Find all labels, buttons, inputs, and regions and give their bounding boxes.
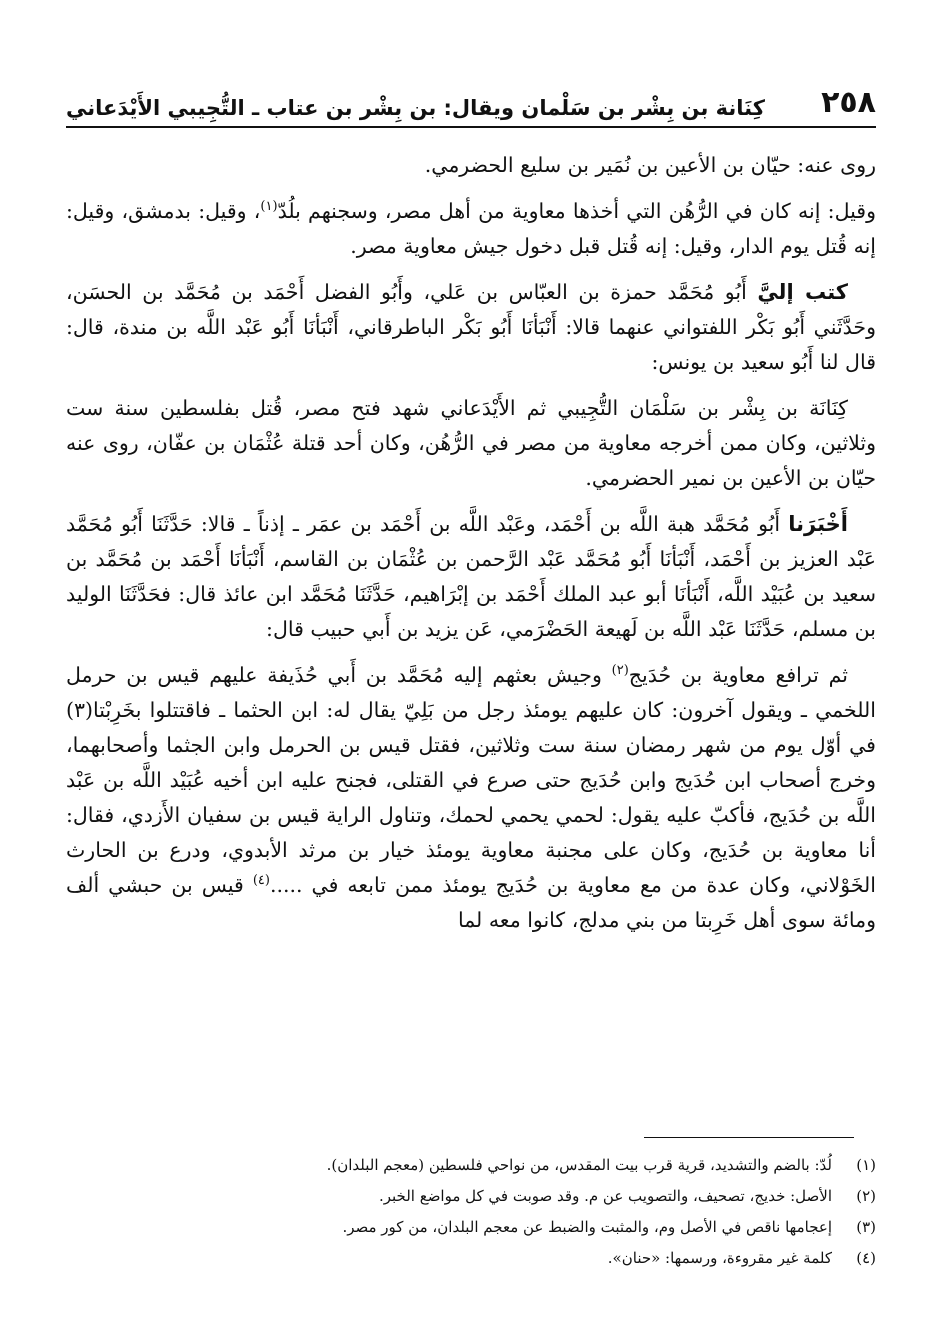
footnote-number: (٢): [856, 1187, 876, 1205]
paragraph-text: أَبُو مُحَمَّد هبة اللَّه بن أَحْمَد، وعَبْد اللَّه بن أَحْمَد بن عمَر ـ إذناً ـ قالا: حَدَّثَنَا أَبُو مُحَمَّد عَبْد العزيز بن أَحْمَد، أَنْبَأنَا أَبُو مُحَمَّد عَبْد الرَّحمن بن عُثْمَان بن القاسم، أَنْبَأنَا أَحْمَد بن مُحَمَّد بن سعيد بن عُبَيْد اللَّه، أَنْبَأنَا أبو عبد الملك أَحْمَد بن إبْرَاهيم، حَدَّثَنَا مُحَمَّد ابن عائذ قال: فحَدَّثَنَا الوليد بن مسلم، حَدَّثَنَا عَبْد اللَّه بن لَهيعة الحَضْرَمي، عَن يزيد بن أَبي حبيب قال:: [66, 512, 876, 641]
footnote-reference: (١): [260, 199, 278, 215]
footnotes: [90, 1150, 876, 1274]
footnote-text: كلمة غير مقروءة، ورسمها: «حنان».: [607, 1249, 832, 1267]
footnote-number: (٣): [856, 1218, 876, 1236]
page-number: ٢٥٨: [821, 85, 876, 120]
footnote-text: لُدّ: بالضم والتشديد، قرية قرب بيت المقدس، من نواحي فلسطين (معجم البلدان).: [326, 1156, 832, 1174]
paragraph: [66, 275, 876, 380]
paragraph-continuation: ، وقيل: بدمشق، وقيل: إنه قُتل يوم الدار، وقيل: إنه قُتل قبل دخول جيش معاوية مصر.: [66, 199, 876, 258]
paragraph-lead: أَخْبَرَنا: [788, 512, 848, 536]
footnote-reference: (٢): [611, 663, 629, 679]
paragraph-text: (٣) في أوّل يوم من شهر رمضان سنة ست وثلاثين، فقتل قيس بن الحرمل وابن الجثما وأصحابهما، وخرج أصحاب ابن حُدَيج وابن حُدَيج حتى صرع في القتلى، فجنح عليه ابن أخيه عُبَيْد اللَّه بن عَبْد اللَّه بن حُدَيج، فأكبّ عليه يقول: لحمي يحمي لحمك، وتناول الراية قيس بن سفيان الأَزدي، فقال: أنا معاوية بن حُدَيج، وكان على مجنبة معاوية يومئذ خيار بن مرثد الأبدوي، ودرع بن الحارث الخَوْلاني، وكان عدة من مع معاوية بن حُدَيج يومئذ ممن تابعه في .....: [66, 698, 877, 897]
paragraph: [66, 507, 876, 647]
main-text: [66, 148, 876, 938]
footnote: [90, 1150, 876, 1181]
paragraph: [66, 658, 876, 938]
footnote-reference: (٤): [252, 873, 270, 889]
paragraph-continuation: وجيش بعثهم إليه مُحَمَّد بن أَبي حُذَيفة عليهم قيس بن حرمل اللخمي ـ ويقول آخرون: كان عليهم يومئذ رجل من بَلِيّ يقال له: ابن الحثما ـ فاقتتلوا بخَرِبْتا: [66, 663, 876, 722]
running-title: كِنَانة بن بِشْر بن سَلْمان ويقال: بن بِشْر بن عتاب ـ التُّجِيبي الأَيْدَعاني: [66, 96, 765, 120]
paragraph: [66, 391, 876, 496]
footnote: [90, 1212, 876, 1243]
paragraph: [66, 148, 876, 183]
footnote: [90, 1181, 876, 1212]
footnote-text: إعجامها ناقص في الأصل وم، والمثبت والضبط عن معجم البلدان، من كور مصر.: [342, 1218, 832, 1236]
paragraph-lead: كتب إليَّ: [757, 280, 848, 304]
footnote-number: (٤): [856, 1249, 876, 1267]
footnote: [90, 1243, 876, 1274]
paragraph-text: أَبُو مُحَمَّد حمزة بن العبّاس بن عَلي، وأَبُو الفضل أَحْمَد بن مُحَمَّد بن الحسَن، وحَدَّثَني أَبُو بَكْر اللفتواني عنهما قالا: أَنْبَأنَا أَبُو بَكْر الباطرقاني، أَنْبَأنَا أَبُو عَبْد اللَّه بن مندة، قال: قال لنا أَبُو سعيد بن يونس:: [66, 280, 876, 374]
paragraph-text: وقيل: إنه كان في الرُّهُن التي أخذها معاوية من أهل مصر، وسجنهم بلُدّ: [277, 199, 877, 223]
header-divider: [66, 126, 876, 128]
paragraph-text: ثم ترافع معاوية بن حُدَيج: [628, 663, 848, 687]
footnote-number: (١): [856, 1156, 876, 1174]
paragraph-continuation: قيس بن حبشي ألف ومائة سوى أهل خَرِبتا من بني مدلج، كانوا معه لما: [66, 873, 876, 932]
footnote-text: الأصل: خديج، تصحيف، والتصويب عن م. وقد صوبت في كل مواضع الخبر.: [378, 1187, 832, 1205]
paragraph-text: كِنَانَة بن بِشْر بن سَلْمَان التُّجِيبي ثم الأَيْدَعاني شهد فتح مصر، قُتل بفلسطين سنة ست وثلاثين، وكان ممن أخرجه معاوية من مصر في الرُّهُن، وكان أحد قتلة عُثْمَان بن عفّان، روى عنه حيّان بن الأعين بن نمير الحضرمي.: [66, 396, 876, 490]
paragraph-text: روى عنه: حيّان بن الأعين بن نُمَير بن سليع الحضرمي.: [424, 153, 876, 177]
paragraph: [66, 194, 876, 264]
page-header: [66, 64, 876, 120]
footnote-divider: [644, 1137, 854, 1138]
